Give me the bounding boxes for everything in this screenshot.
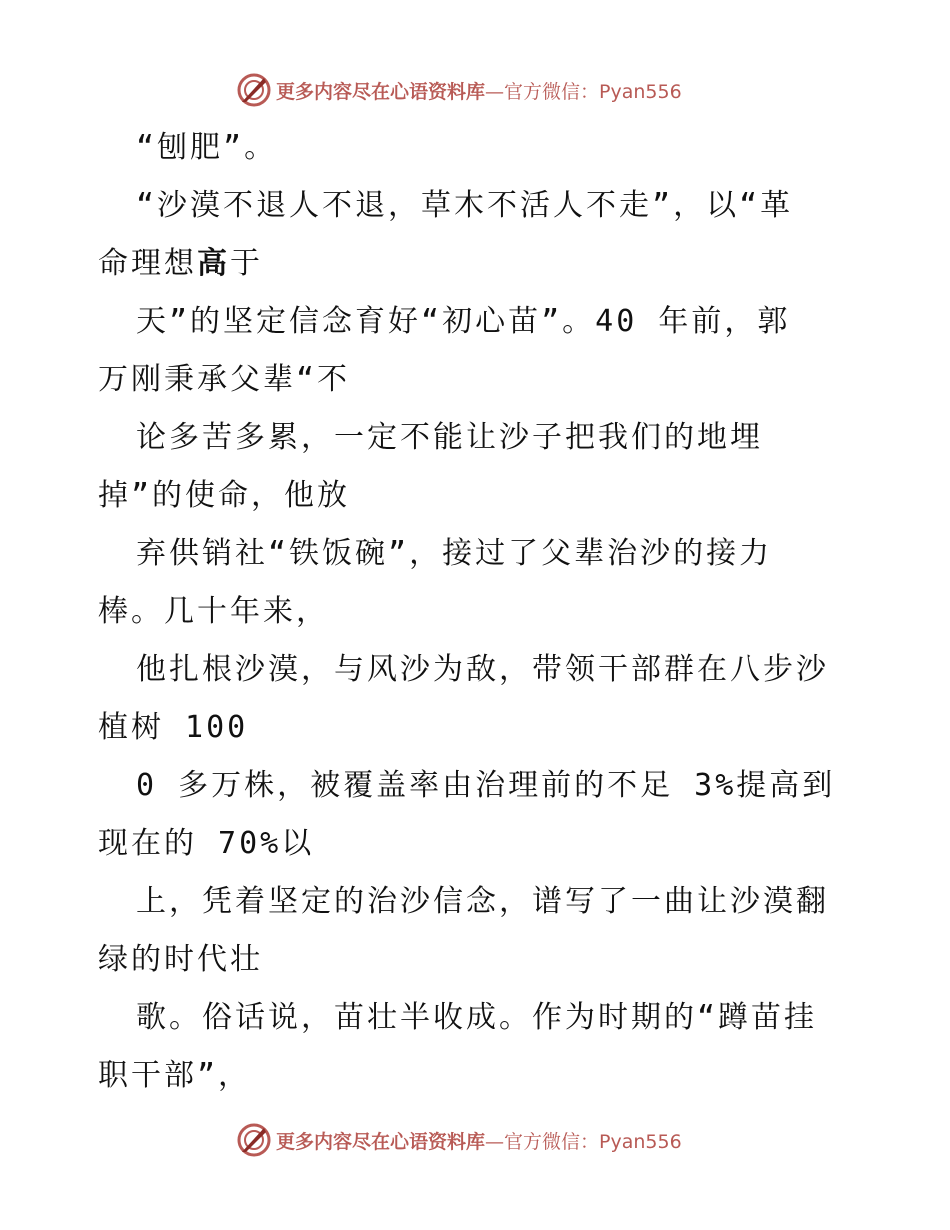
text-line: 弃供销社“铁饭碗”，接过了父辈治沙的接力 xyxy=(136,536,773,571)
quill-logo-icon xyxy=(236,72,272,108)
watermark-text: 更多内容尽在心语资料库—官方微信：Pyan556 xyxy=(276,1130,682,1153)
text-line: 他扎根沙漠，与风沙为敌，带领干部群在八步沙 xyxy=(136,652,829,687)
text-line: “沙漠不退人不退，草木不活人不走”，以“革 xyxy=(136,188,794,223)
text-line: 上，凭着坚定的治沙信念，谱写了一曲让沙漠翻 xyxy=(136,884,829,919)
watermark-text: 更多内容尽在心语资料库—官方微信：Pyan556 xyxy=(276,80,682,103)
text-line: 命理想高于 xyxy=(98,246,263,281)
text-line: 歌。俗话说，苗壮半收成。作为时期的“蹲苗挂 xyxy=(136,1000,818,1035)
text-line: 绿的时代壮 xyxy=(98,942,263,977)
text-line: 天”的坚定信念育好“初心苗”。40 年前，郭 xyxy=(136,304,791,339)
quill-logo-icon xyxy=(236,1122,272,1158)
text-line: 掉”的使命，他放 xyxy=(98,478,351,513)
text-line: 棒。几十年来， xyxy=(98,594,329,629)
text-line: 现在的 70%以 xyxy=(98,826,315,861)
footer-watermark xyxy=(236,1120,716,1160)
text-line: 万刚秉承父辈“不 xyxy=(98,362,351,397)
text-line: 0 多万株，被覆盖率由治理前的不足 3%提高到 xyxy=(136,768,836,803)
header-watermark xyxy=(236,70,716,110)
text-line: 植树 100 xyxy=(98,710,249,745)
text-line: 职干部”， xyxy=(98,1058,252,1093)
text-line: 论多苦多累，一定不能让沙子把我们的地埋 xyxy=(136,420,763,455)
text-line: “刨肥”。 xyxy=(136,130,278,165)
